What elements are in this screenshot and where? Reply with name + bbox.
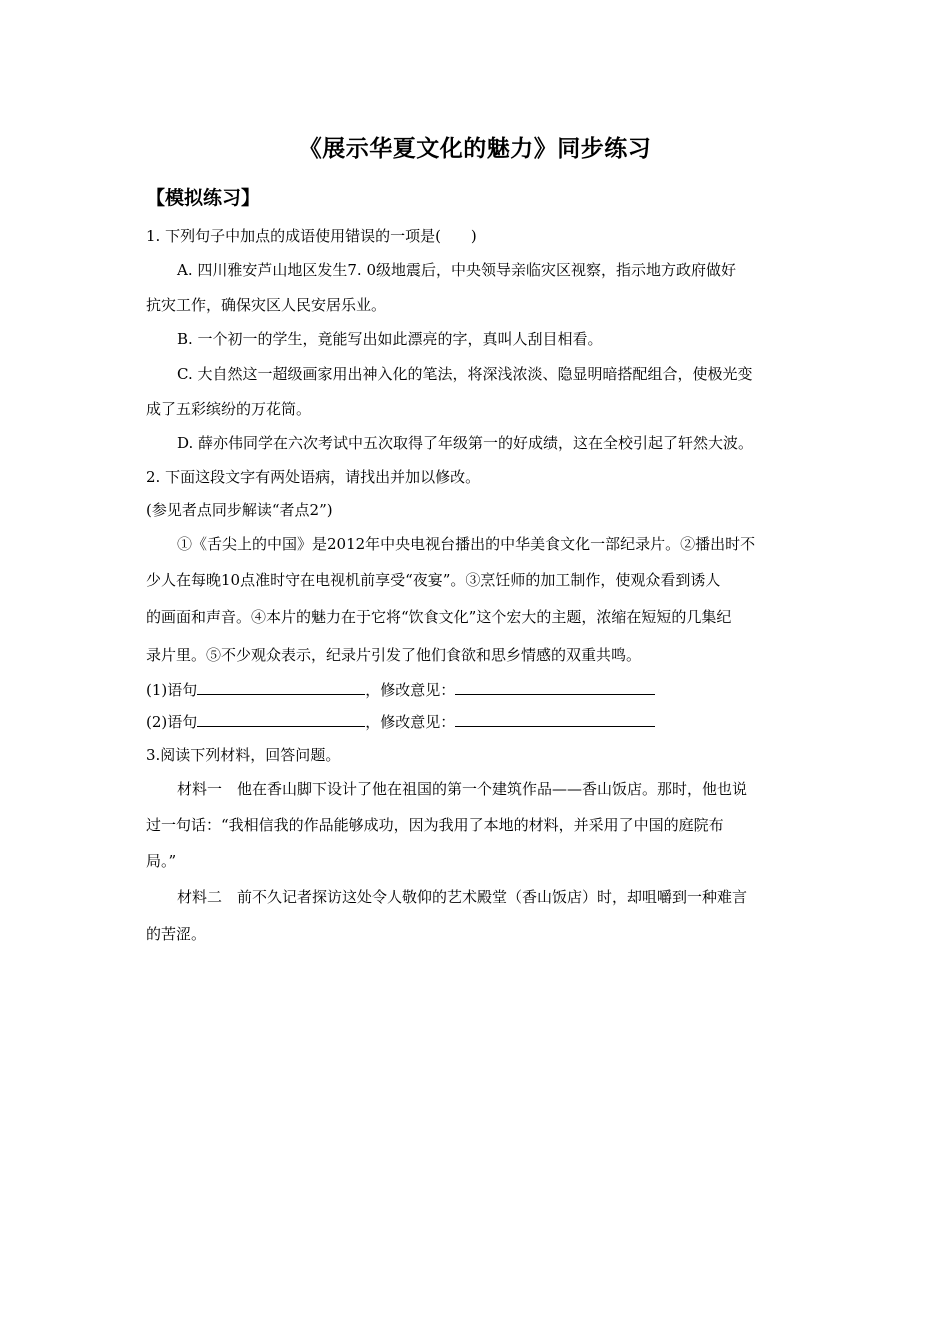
sentence-blank-2[interactable] <box>197 712 365 727</box>
revision-blank-2[interactable] <box>455 712 655 727</box>
question-1-stem: 1. 下列句子中加点的成语使用错误的一项是( ) <box>146 227 477 245</box>
material-1-line-1: 材料一 他在香山脚下设计了他在祖国的第一个建筑作品——香山饭店。那时，他也说 <box>177 780 748 798</box>
option-a-line-2: 抗灾工作，确保灾区人民安居乐业。 <box>146 296 387 314</box>
option-a-line-1: A. 四川雅安芦山地区发生7. 0级地震后，中央领导亲临灾区视察，指示地方政府做好 <box>177 261 736 279</box>
material-2-line-1: 材料二 前不久记者探访这处令人敬仰的艺术殿堂（香山饭店）时，却咀嚼到一种难言 <box>177 888 748 906</box>
material-1-line-2: 过一句话：“我相信我的作品能够成功，因为我用了本地的材料，并采用了中国的庭院布 <box>146 816 724 834</box>
material-2-line-2: 的苦涩。 <box>146 925 207 943</box>
option-c-line-1: C. 大自然这一超级画家用出神入化的笔法，将深浅浓淡、隐显明暗搭配组合，使极光变 <box>177 365 753 383</box>
passage-line-1: ①《舌尖上的中国》是2012年中央电视台播出的中华美食文化一部纪录片。②播出时不 <box>177 535 756 553</box>
material-1-line-3: 局。” <box>146 852 177 870</box>
document-title: 《展示华夏文化的魅力》同步练习 <box>298 136 652 162</box>
answer-row-2-mid: ，修改意见： <box>365 713 456 731</box>
section-heading: 【模拟练习】 <box>146 187 261 209</box>
question-2-stem: 2. 下面这段文字有两处语病，请找出并加以修改。 <box>146 468 481 486</box>
option-c-line-2: 成了五彩缤纷的万花筒。 <box>146 400 312 418</box>
question-2-reference: (参见者点同步解读“者点2”) <box>146 501 333 519</box>
answer-row-1 <box>146 680 655 700</box>
passage-line-4: 录片里。⑤不少观众表示，纪录片引发了他们食欲和思乡情感的双重共鸣。 <box>146 646 642 664</box>
passage-line-2: 少人在每晚10点准时守在电视机前享受“夜宴”。③烹饪师的加工制作，使观众看到诱人 <box>146 571 721 589</box>
question-3-stem: 3.阅读下列材料，回答问题。 <box>146 746 341 764</box>
passage-line-3: 的画面和声音。④本片的魅力在于它将“饮食文化”这个宏大的主题，浓缩在短短的几集纪 <box>146 608 732 626</box>
option-d: D. 薛亦伟同学在六次考试中五次取得了年级第一的好成绩，这在全校引起了轩然大波。 <box>177 434 754 452</box>
answer-row-2 <box>146 712 655 732</box>
revision-blank-1[interactable] <box>455 680 655 695</box>
answer-row-1-mid: ，修改意见： <box>365 681 456 699</box>
answer-row-1-label: (1)语句 <box>146 681 198 699</box>
option-b: B. 一个初一的学生，竟能写出如此漂亮的字，真叫人刮目相看。 <box>177 330 603 348</box>
sentence-blank-1[interactable] <box>197 680 365 695</box>
answer-row-2-label: (2)语句 <box>146 713 198 731</box>
